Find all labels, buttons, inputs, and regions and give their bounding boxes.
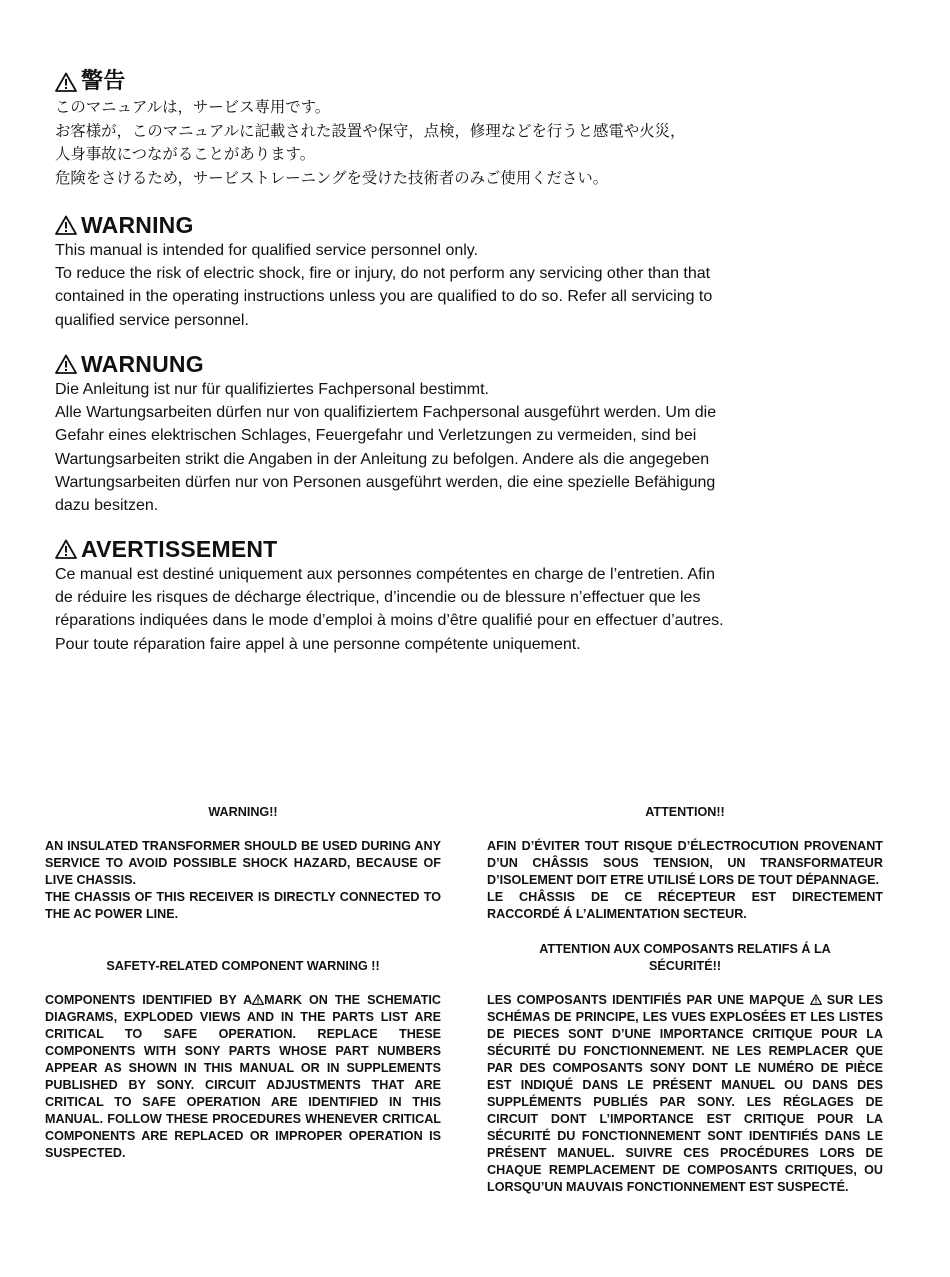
composants-title-line: ATTENTION AUX COMPOSANTS RELATIFS Á LA (539, 942, 831, 956)
french-warning-heading (55, 535, 785, 563)
text-line: お客様が，このマニュアルに記載された設置や保守，点検，修理などを行うと感電や火災， (55, 121, 686, 140)
german-warning-section (55, 350, 785, 517)
german-warning-body (55, 378, 785, 517)
text-line: 人身事故につながることがあります。 (55, 145, 316, 163)
french-warning-section (55, 535, 785, 656)
text-line: Gefahr eines elektrischen Schlages, Feuergefahr und Verletzungen zu vermeiden, sind bei (55, 427, 697, 445)
text-line: This manual is intended for qualified service personnel only. (55, 242, 479, 259)
warning-triangle-icon (55, 354, 77, 374)
warning-triangle-icon (252, 994, 264, 1005)
text-line: To reduce the risk of electric shock, fire or injury, do not perform any servicing other than that (55, 265, 711, 283)
safety-component-warning-title: SAFETY-RELATED COMPONENT WARNING !! (106, 959, 380, 973)
chassis-connection-paragraph: THE CHASSIS OF THIS RECEIVER IS DIRECTLY CONNECTED TO THE AC POWER LINE. (45, 890, 441, 921)
text-line: Die Anleitung ist nur für qualifiziertes Fachpersonal bestimmt. (55, 381, 489, 398)
warning-triangle-icon (55, 215, 77, 235)
text-line: 危険をさけるため，サービストレーニングを受けた技術者のみご使用ください。 (55, 168, 609, 187)
attention-title: ATTENTION!! (645, 805, 725, 819)
english-warning-heading (55, 211, 785, 239)
japanese-warning-section (55, 68, 785, 190)
left-service-warning-column (45, 804, 441, 1162)
warning-triangle-icon (55, 539, 77, 559)
warning-title: WARNING!! (208, 805, 278, 819)
insulated-transformer-paragraph: AN INSULATED TRANSFORMER SHOULD BE USED DURING ANY SERVICE TO AVOID POSSIBLE SHOCK HAZARD, BECAUSE OF LIVE CHASSIS. (45, 839, 441, 887)
chassis-raccorde-paragraph: LE CHÂSSIS DE CE RÉCEPTEUR EST DIRECTEMENT RACCORDÉ Á L’ALIMENTATION SECTEUR. (487, 890, 883, 921)
warning-triangle-icon (55, 72, 77, 92)
composants-paragraph (487, 992, 883, 1196)
text-line: Alle Wartungsarbeiten dürfen nur von qualifiziertem Fachpersonal ausgeführt werden. Um die (55, 404, 717, 422)
french-warning-body (55, 563, 785, 656)
safety-text-before-icon: COMPONENTS IDENTIFIED BY A (45, 993, 253, 1007)
composants-attention-title (487, 941, 883, 975)
french-warning-title: AVERTISSEMENT (81, 536, 278, 562)
english-warning-title: WARNING (81, 212, 194, 238)
text-line: Ce manual est destiné uniquement aux personnes compétentes en charge de l’entretien. Afin (55, 566, 715, 583)
text-line: qualified service personnel. (55, 311, 249, 329)
text-line: dazu besitzen. (55, 497, 159, 515)
composants-text-after-icon: SUR LES SCHÉMAS DE PRINCIPE, LES VUES EXPLOSÉES ET LES LISTES DE PIECES SONT D’UNE IMPORTANCE CRITIQUE POUR LA SÉCURITÉ DU FONCTIONNEMENT. NE LES REMPLACER QUE PAR DES COMPOSANTS SONY DONT LE NUMÉRO DE PIÈCE EST INDIQUÉ DANS LE PRÉSENT MANUEL OU DANS DES SUPPLÉMENTS PUBLIÉS PAR SONY. LES RÉGLAGES DE CIRCUIT DONT L’IMPORTANCE EST CRITIQUE POUR LA SÉCURITÉ DU FONCTIONNEMENT SONT IDENTIFIÉS DANS LE PRÉSENT MANUEL. SUIVRE CES PROCÉDURES LORS DE CHAQUE REMPLACEMENT DE COMPOSANTS CRITIQUES, OU LORSQU’UN MAUVAIS FONCTIONNEMENT EST SUSPECTÉ. (487, 993, 883, 1194)
transformateur-paragraph: AFIN D’ÉVITER TOUT RISQUE D’ÉLECTROCUTION PROVENANT D’UN CHÂSSIS SOUS TENSION, UN TRANSFORMATEUR D’ISOLEMENT DOIT ETRE UTILISÉ LORS DE TOUT DÉPANNAGE. (487, 839, 883, 887)
japanese-warning-heading (55, 68, 785, 96)
composants-text-before-icon: LES COMPOSANTS IDENTIFIÉS PAR UNE MAPQUE (487, 993, 805, 1007)
text-line: Wartungsarbeiten strikt die Angaben in der Anleitung zu befolgen. Andere als die angegeben (55, 450, 710, 468)
warning-triangle-icon (810, 994, 822, 1005)
german-warning-title: WARNUNG (81, 351, 204, 377)
english-warning-body (55, 239, 785, 332)
safety-component-paragraph (45, 992, 441, 1162)
text-line: de réduire les risques de décharge électrique, d’incendie ou de blessure n’effectuer que les (55, 589, 701, 607)
text-line: contained in the operating instructions unless you are qualified to do so. Refer all servicing to (55, 288, 713, 306)
composants-title-line: SÉCURITÉ!! (648, 959, 722, 973)
safety-text-after-icon: MARK ON THE SCHEMATIC DIAGRAMS, EXPLODED VIEWS AND IN THE PARTS LIST ARE CRITICAL TO SAFE OPERATION. REPLACE THESE COMPONENTS WITH SONY PARTS WHOSE PART NUMBERS APPEAR AS SHOWN IN THIS MANUAL OR IN SUPPLEMENTS PUBLISHED BY SONY. CIRCUIT ADJUSTMENTS THAT ARE CRITICAL TO SAFE OPERATION ARE IDENTIFIED IN THIS MANUAL. FOLLOW THESE PROCEDURES WHENEVER CRITICAL COMPONENTS ARE REPLACED OR IMPROPER OPERATION IS SUSPECTED. (45, 993, 441, 1160)
right-service-warning-column (487, 804, 883, 1196)
text-line: réparations indiquées dans le mode d’emploi à moins d’être qualifié pour en effectuer d’autres. (55, 612, 724, 630)
english-warning-section (55, 211, 785, 332)
japanese-warning-body (55, 96, 785, 190)
japanese-warning-title: 警告 (81, 69, 126, 94)
german-warning-heading (55, 350, 785, 378)
text-line: Wartungsarbeiten dürfen nur von Personen ausgeführt werden, die eine spezielle Befähigung (55, 473, 716, 491)
text-line: Pour toute réparation faire appel à une personne compétente uniquement. (55, 635, 581, 653)
text-line: このマニュアルは，サービス専用です。 (55, 98, 331, 116)
